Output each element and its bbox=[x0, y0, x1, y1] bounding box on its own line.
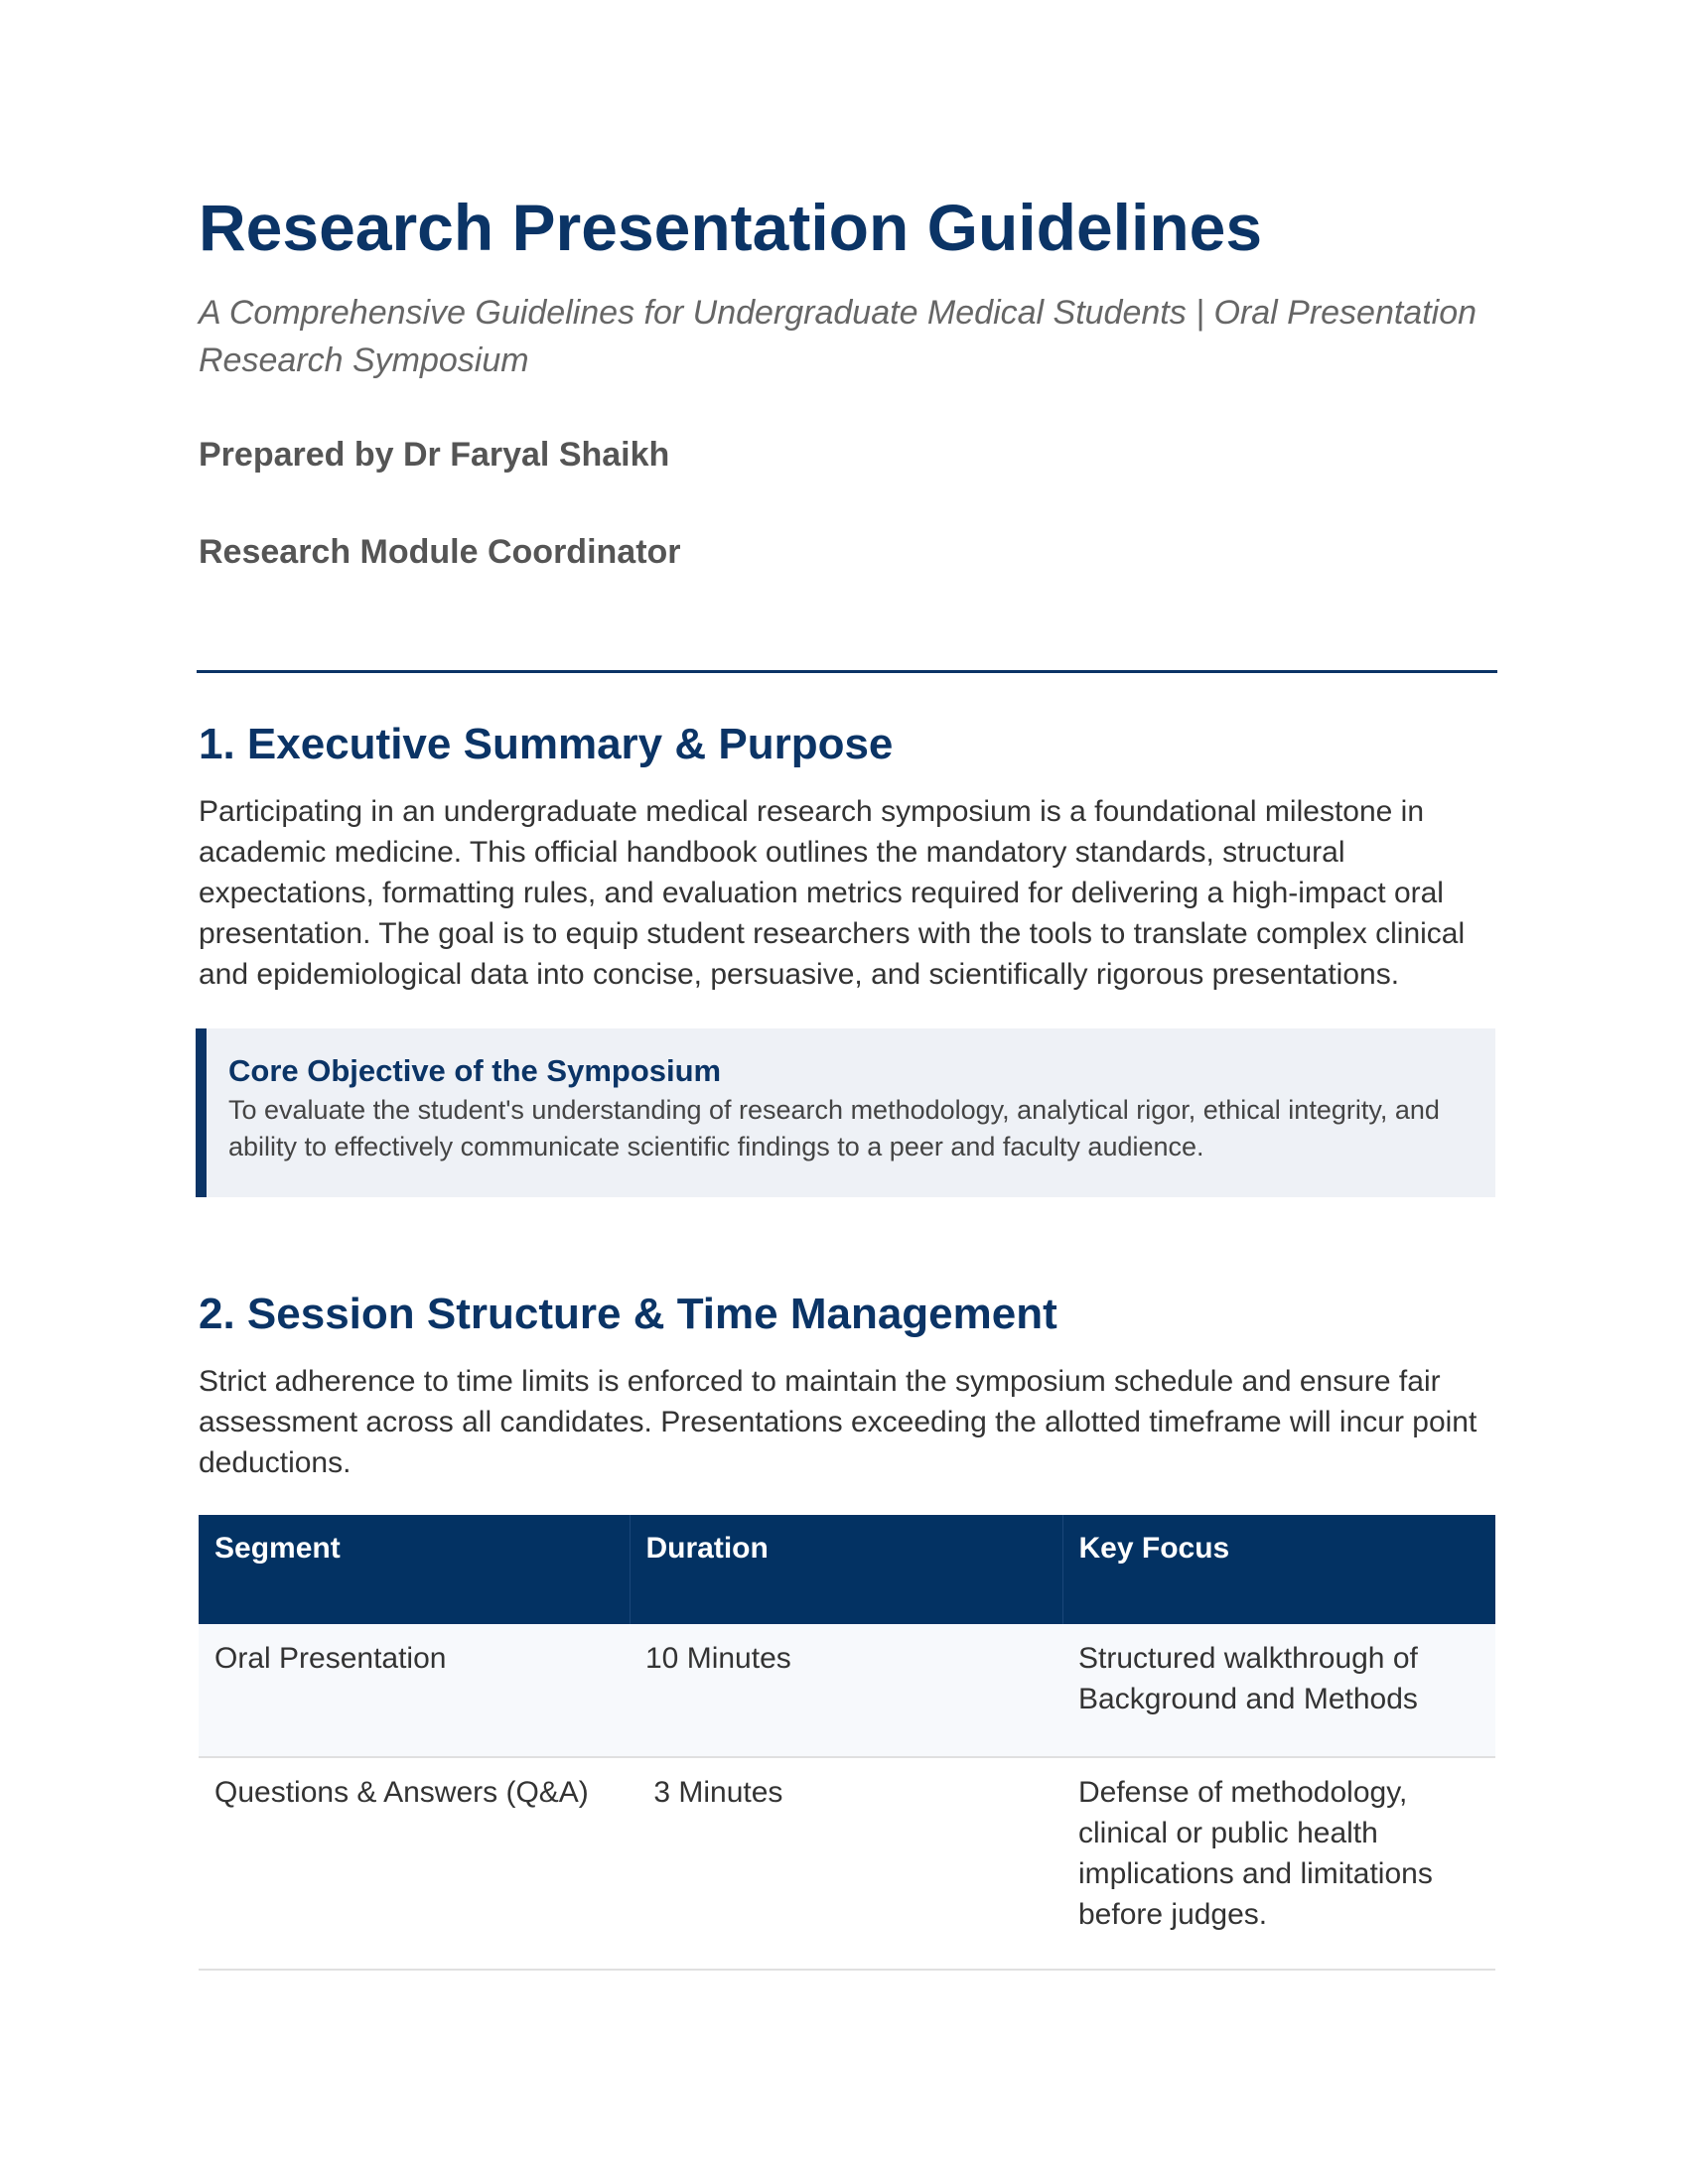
cell-key-focus: Structured walkthrough of Background and Methods bbox=[1062, 1624, 1495, 1757]
table-row bbox=[199, 1624, 1495, 1757]
cell-segment: Questions & Answers (Q&A) bbox=[199, 1757, 630, 1970]
column-header-duration: Duration bbox=[630, 1515, 1062, 1624]
section-1-body: Participating in an undergraduate medical research symposium is a foundational milestone in academic medicine. This official handbook outlines the mandatory standards, structural expectations, formatting rules, and evaluation metrics required for delivering a high-impact oral presentation. The goal is to equip student researchers with the tools to translate complex clinical and epidemiological data into concise, persuasive, and scientifically rigorous presentations. bbox=[199, 794, 1466, 991]
callout-text: To evaluate the student's understanding of research methodology, analytical rigor, ethical integrity, and ability to effectively communicate scientific findings to a peer and faculty audience. bbox=[228, 1094, 1440, 1161]
page-title: Research Presentation Guidelines bbox=[199, 191, 1263, 264]
cell-duration: 10 Minutes bbox=[630, 1624, 1062, 1757]
column-header-key-focus: Key Focus bbox=[1062, 1515, 1495, 1624]
table-row bbox=[199, 1757, 1495, 1970]
header-divider bbox=[197, 670, 1497, 673]
section-2-body: Strict adherence to time limits is enforced to maintain the symposium schedule and ensure fair assessment across all candidates. Presentations exceeding the allotted timeframe will incur point deductions. bbox=[199, 1364, 1477, 1479]
table-header-row bbox=[199, 1515, 1495, 1624]
cell-key-focus: Defense of methodology, clinical or public health implications and limitations before judges. bbox=[1062, 1757, 1495, 1970]
column-header-segment: Segment bbox=[199, 1515, 630, 1624]
document-page bbox=[199, 189, 1495, 1971]
core-objective-callout bbox=[196, 1028, 1495, 1197]
author-role: Research Module Coordinator bbox=[199, 533, 681, 572]
section-2-heading: 2. Session Structure & Time Management bbox=[199, 1289, 1057, 1338]
cell-duration: 3 Minutes bbox=[630, 1757, 1062, 1970]
callout-title: Core Objective of the Symposium bbox=[228, 1052, 722, 1088]
page-subtitle: A Comprehensive Guidelines for Undergraduate Medical Students | Oral Presentation Research Symposium bbox=[199, 294, 1477, 380]
cell-segment: Oral Presentation bbox=[199, 1624, 630, 1757]
author-line: Prepared by Dr Faryal Shaikh bbox=[199, 436, 670, 475]
session-structure-table bbox=[199, 1515, 1495, 1971]
section-1-heading: 1. Executive Summary & Purpose bbox=[199, 720, 894, 769]
